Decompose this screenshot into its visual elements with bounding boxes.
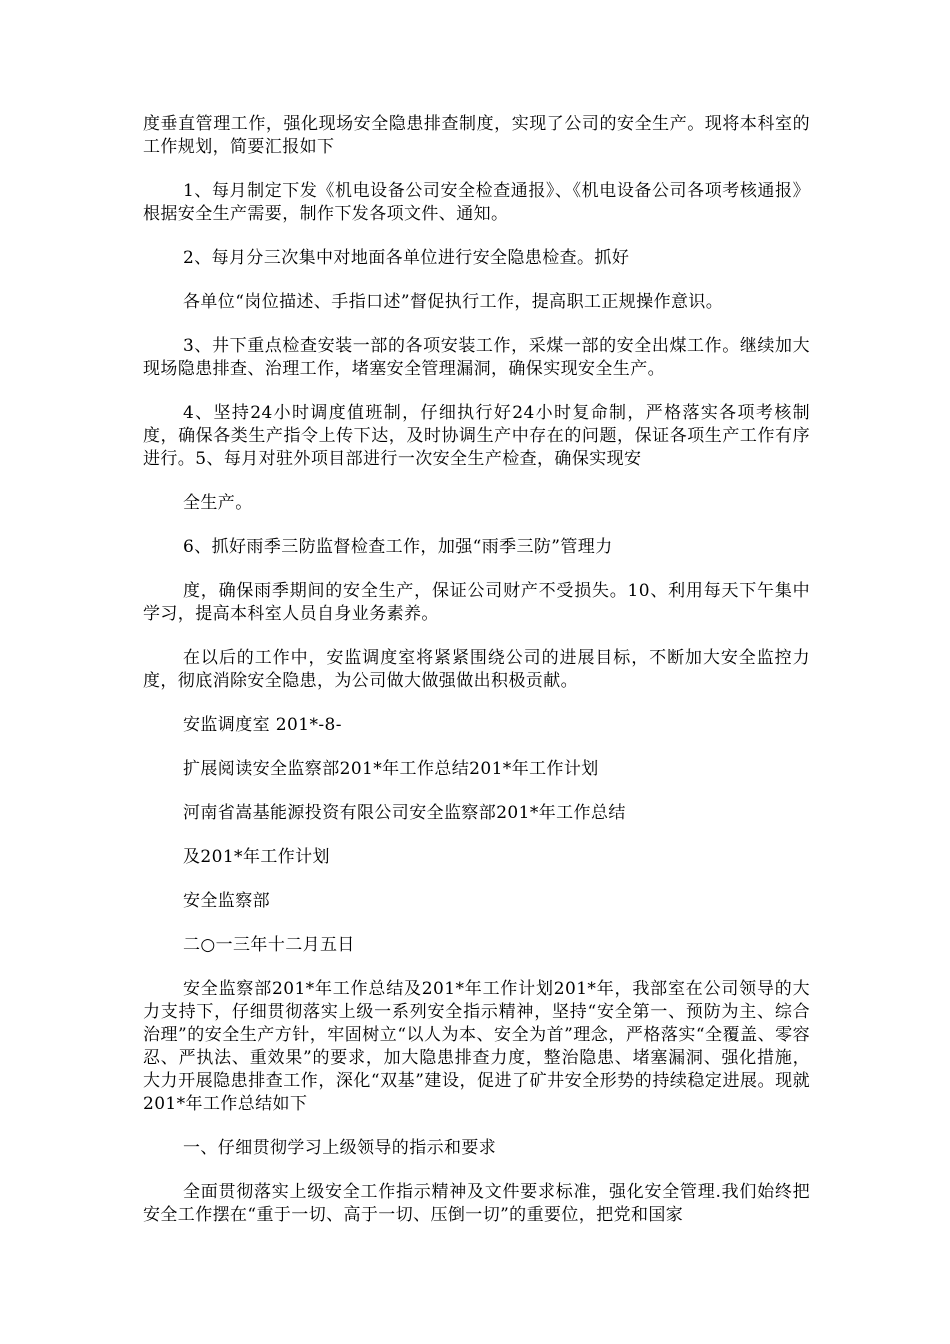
paragraph-9: 度，确保雨季期间的安全生产，保证公司财产不受损失。10、利用每天下午集中学习，提高本科室人员自身业务素养。 xyxy=(143,581,810,624)
report-title-line-2: 及201*年工作计划 xyxy=(183,847,330,867)
section-heading-1: 一、仔细贯彻学习上级领导的指示和要求 xyxy=(183,1138,497,1158)
extended-reading-title: 扩展阅读安全监察部201*年工作总结201*年工作计划 xyxy=(183,759,599,779)
paragraph-1: 度垂直管理工作，强化现场安全隐患排查制度，实现了公司的安全生产。现将本科室的工作规划，简要汇报如下 xyxy=(143,114,810,157)
paragraph-6: 4、坚持24小时调度值班制，仔细执行好24小时复命制，严格落实各项考核制度，确保各类生产指令上传下达，及时协调生产中存在的问题，保证各项生产工作有序进行。5、每月对驻外项目部进行一次安全生产检查，确保实现安 xyxy=(143,403,810,469)
paragraph-section-1: 全面贯彻落实上级安全工作指示精神及文件要求标准，强化安全管理.我们始终把安全工作摆在“重于一切、高于一切、压倒一切”的重要位，把党和国家 xyxy=(143,1182,810,1225)
paragraph-3: 2、每月分三次集中对地面各单位进行安全隐患检查。抓好 xyxy=(183,248,630,268)
paragraph-summary: 安全监察部201*年工作总结及201*年工作计划201*年，我部室在公司领导的大力支持下，仔细贯彻落实上级一系列安全指示精神，坚持“安全第一、预防为主、综合治理”的安全生产方针，牢固树立“以人为本、安全为首”理念，严格落实“全覆盖、零容忍、严执法、重效果”的要求，加大隐患排查力度，整治隐患、堵塞漏洞、强化措施，大力开展隐患排查工作，深化“双基”建设，促进了矿井安全形势的持续稳定进展。现就201*年工作总结如下 xyxy=(143,979,810,1114)
paragraph-10: 在以后的工作中，安监调度室将紧紧围绕公司的进展目标，不断加大安全监控力度，彻底消除安全隐患，为公司做大做强做出积极贡献。 xyxy=(143,648,810,691)
paragraph-4: 各单位“岗位描述、手指口述”督促执行工作，提高职工正规操作意识。 xyxy=(183,292,724,312)
paragraph-8: 6、抓好雨季三防监督检查工作，加强“雨季三防”管理力 xyxy=(183,537,613,557)
report-date: 二○一三年十二月五日 xyxy=(183,935,355,955)
report-title-line-1: 河南省嵩基能源投资有限公司安全监察部201*年工作总结 xyxy=(183,803,626,823)
paragraph-5: 3、井下重点检查安装一部的各项安装工作，采煤一部的安全出煤工作。继续加大现场隐患排查、治理工作，堵塞安全管理漏洞，确保实现安全生产。 xyxy=(143,336,810,379)
department-name: 安全监察部 xyxy=(183,891,270,911)
signature-office: 安监调度室 201*-8- xyxy=(183,715,342,735)
paragraph-2: 1、每月制定下发《机电设备公司安全检查通报》、《机电设备公司各项考核通报》根据安全生产需要，制作下发各项文件、通知。 xyxy=(143,181,810,224)
paragraph-7: 全生产。 xyxy=(183,493,253,513)
